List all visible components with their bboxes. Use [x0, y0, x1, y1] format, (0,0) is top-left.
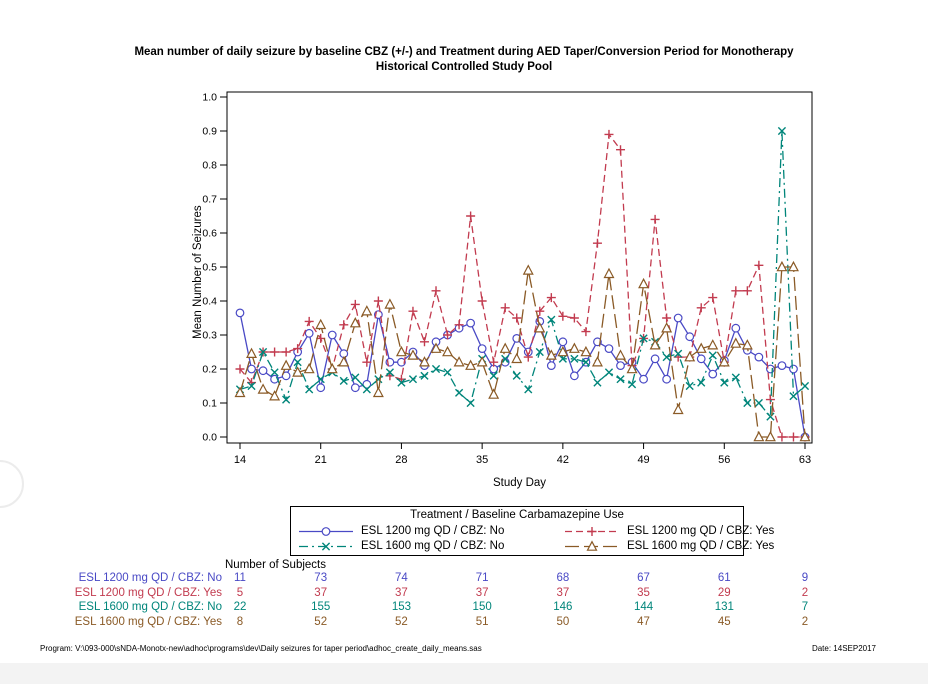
data-point-x: [306, 386, 313, 393]
data-point-triangle: [443, 347, 452, 356]
legend-line-sample: [297, 525, 355, 538]
data-point-x: [513, 372, 520, 379]
subjects-value: 73: [314, 572, 328, 584]
data-point-x: [755, 399, 762, 406]
data-point-circle: [605, 345, 613, 353]
x-tick-label: 35: [476, 454, 489, 466]
series-line: [240, 134, 805, 437]
plot-frame: [227, 92, 812, 443]
data-point-x: [698, 379, 705, 386]
subjects-value: 2: [801, 615, 809, 628]
data-point-plus: [305, 317, 314, 326]
data-point-triangle: [385, 300, 394, 309]
data-point-triangle: [270, 391, 279, 400]
subjects-value: 144: [633, 601, 654, 613]
legend-entry-esl1200-cbz-no: [297, 524, 504, 538]
chart-title-line2: Historical Controlled Study Pool: [375, 61, 553, 73]
viewer-bottom-strip: [0, 663, 928, 684]
data-point-triangle: [362, 306, 371, 315]
data-point-x: [317, 376, 324, 383]
data-point-plus: [616, 145, 625, 154]
data-point-circle: [467, 319, 475, 327]
data-point-triangle: [708, 340, 717, 349]
data-point-circle: [322, 527, 330, 535]
data-point-triangle: [512, 354, 521, 363]
subjects-row-label: ESL 1600 mg QD / CBZ: Yes: [74, 615, 222, 628]
subjects-value: 61: [717, 572, 731, 584]
subjects-value: 153: [391, 601, 412, 613]
data-point-x: [444, 369, 451, 376]
subjects-value: 2: [801, 586, 809, 599]
data-point-triangle: [616, 351, 625, 360]
y-tick-label: 0.9: [202, 125, 217, 138]
data-point-plus: [558, 312, 567, 321]
subjects-value: 7: [801, 601, 809, 613]
x-tick-label: 56: [718, 454, 731, 466]
data-point-circle: [548, 362, 556, 370]
y-tick-label: 0.6: [202, 227, 217, 240]
data-point-plus: [754, 261, 763, 270]
data-point-plus: [581, 327, 590, 336]
legend-label: ESL 1200 mg QD / CBZ: No: [361, 525, 505, 537]
data-point-plus: [593, 239, 602, 248]
data-point-x: [432, 365, 439, 372]
series-line: [240, 313, 805, 437]
data-point-x: [340, 377, 347, 384]
data-point-x: [467, 399, 474, 406]
data-point-x: [721, 379, 728, 386]
legend-line-sample: [563, 540, 621, 553]
subjects-value: 11: [234, 572, 246, 584]
subjects-value: 8: [236, 615, 244, 628]
data-point-triangle: [731, 339, 740, 348]
data-point-triangle: [570, 344, 579, 353]
data-point-circle: [236, 309, 244, 317]
data-point-circle: [571, 372, 579, 380]
data-point-x: [686, 382, 693, 389]
subjects-value: 37: [314, 586, 328, 599]
data-point-plus: [466, 212, 475, 221]
subjects-value: 35: [637, 586, 650, 599]
subjects-table-title: Number of Subjects: [225, 559, 326, 571]
subjects-value: 45: [717, 615, 731, 628]
y-tick-label: 1.0: [202, 91, 217, 104]
data-point-plus: [588, 527, 597, 536]
chart-title-line1: Mean number of daily seizure by baseline CBZ (+/-) and Treatment during AED Taper/Conversion Period for Monotherapy: [134, 46, 794, 58]
data-point-triangle: [305, 364, 314, 373]
legend-entry-esl1600-cbz-yes: [563, 539, 774, 553]
subjects-value: 71: [475, 572, 489, 584]
data-point-circle: [328, 331, 336, 339]
subjects-value: 9: [801, 572, 809, 584]
data-point-circle: [790, 365, 798, 373]
data-point-circle: [478, 345, 486, 353]
data-point-plus: [374, 297, 383, 306]
y-tick-label: 0.0: [202, 431, 217, 444]
data-point-x: [801, 382, 808, 389]
y-tick-label: 0.3: [202, 329, 217, 342]
legend-entry-esl1200-cbz-yes: [563, 524, 774, 538]
subjects-value: 5: [236, 586, 244, 599]
data-point-circle: [317, 384, 325, 392]
x-tick-label: 21: [314, 454, 327, 466]
data-point-x: [744, 399, 751, 406]
data-point-triangle: [639, 279, 648, 288]
y-tick-label: 0.2: [202, 363, 217, 376]
subjects-row-label: ESL 1200 mg QD / CBZ: Yes: [74, 586, 222, 599]
data-point-plus: [351, 300, 360, 309]
data-point-x: [409, 376, 416, 383]
data-point-plus: [339, 320, 348, 329]
legend: [290, 506, 775, 556]
data-point-plus: [270, 348, 279, 357]
series-line: [240, 267, 805, 437]
data-point-triangle: [316, 320, 325, 329]
data-point-x: [709, 352, 716, 359]
data-point-circle: [640, 375, 648, 383]
subjects-value: 155: [311, 601, 331, 613]
subjects-value: 150: [472, 601, 492, 613]
legend-label: ESL 1600 mg QD / CBZ: No: [361, 540, 505, 552]
data-point-circle: [778, 362, 786, 370]
data-point-circle: [709, 370, 717, 378]
data-point-plus: [489, 358, 498, 367]
data-point-x: [352, 374, 359, 381]
legend-title: Treatment / Baseline Carbamazepine Use: [410, 509, 624, 521]
data-point-x: [594, 379, 601, 386]
data-point-plus: [731, 286, 740, 295]
data-point-circle: [674, 314, 682, 322]
subjects-value: 131: [714, 601, 734, 613]
legend-entry-esl1600-cbz-no: [297, 539, 504, 553]
y-axis-title: Mean Number of Seizures: [192, 205, 204, 339]
y-tick-label: 0.1: [202, 397, 217, 410]
data-point-x: [294, 359, 301, 366]
footer-date: Date: 14SEP2017: [811, 644, 876, 653]
data-point-x: [536, 348, 543, 355]
subjects-value: 37: [475, 586, 489, 599]
subjects-row-label: ESL 1200 mg QD / CBZ: No: [78, 572, 222, 584]
subjects-row-label: ESL 1600 mg QD / CBZ: No: [78, 601, 222, 613]
data-point-circle: [663, 375, 671, 383]
data-point-x: [421, 372, 428, 379]
data-point-triangle: [259, 385, 268, 394]
data-point-plus: [501, 303, 510, 312]
y-tick-label: 0.7: [202, 193, 217, 206]
data-point-x: [455, 389, 462, 396]
y-tick-label: 0.8: [202, 159, 217, 172]
data-point-circle: [755, 353, 763, 361]
subjects-value: 68: [556, 572, 570, 584]
subjects-value: 37: [556, 586, 570, 599]
subjects-value: 52: [314, 615, 328, 628]
data-point-x: [663, 354, 670, 361]
data-point-circle: [352, 384, 360, 392]
data-point-triangle: [604, 269, 613, 278]
subjects-value: 50: [556, 615, 570, 628]
data-point-circle: [617, 362, 625, 370]
data-point-plus: [789, 433, 798, 442]
data-point-x: [617, 376, 624, 383]
data-point-triangle: [524, 266, 533, 275]
subjects-value: 47: [637, 615, 650, 628]
data-point-circle: [651, 355, 659, 363]
data-point-plus: [743, 286, 752, 295]
data-point-circle: [686, 333, 694, 341]
x-tick-label: 42: [556, 454, 569, 466]
data-point-triangle: [489, 390, 498, 399]
data-point-x: [605, 369, 612, 376]
x-tick-label: 63: [798, 454, 812, 466]
data-point-triangle: [374, 388, 383, 397]
data-point-triangle: [593, 357, 602, 366]
data-point-x: [283, 396, 290, 403]
data-point-triangle: [674, 405, 683, 414]
data-point-plus: [708, 293, 717, 302]
data-point-plus: [777, 433, 786, 442]
data-point-plus: [651, 215, 660, 224]
subjects-value: 22: [233, 601, 247, 613]
data-point-plus: [282, 348, 291, 357]
x-axis-title: Study Day: [492, 477, 547, 489]
series-line: [240, 131, 805, 417]
data-point-triangle: [397, 347, 406, 356]
data-point-circle: [305, 330, 313, 338]
subjects-value: 52: [395, 615, 408, 628]
data-point-circle: [248, 365, 256, 373]
subjects-value: 74: [395, 572, 408, 584]
legend-label: ESL 1600 mg QD / CBZ: Yes: [627, 540, 775, 552]
data-point-circle: [697, 355, 705, 363]
data-point-circle: [732, 324, 740, 332]
data-point-plus: [420, 337, 429, 346]
data-point-plus: [478, 297, 487, 306]
legend-label: ESL 1200 mg QD / CBZ: Yes: [627, 525, 775, 537]
data-point-triangle: [501, 344, 510, 353]
data-point-triangle: [282, 361, 291, 370]
subjects-value: 37: [395, 586, 408, 599]
data-point-circle: [559, 338, 567, 346]
legend-line-sample: [563, 525, 621, 538]
x-tick-label: 28: [395, 454, 408, 466]
data-point-plus: [432, 286, 441, 295]
data-point-plus: [662, 314, 671, 323]
data-point-circle: [259, 367, 267, 375]
footer-program-path: Program: V:\093-000\sNDA-Monotx-new\adhoc\programs\dev\Daily seizures for taper period\adhoc_create_daily_means.sas: [40, 644, 482, 653]
data-point-x: [790, 393, 797, 400]
x-tick-label: 14: [233, 454, 247, 466]
data-point-plus: [408, 307, 417, 316]
data-point-x: [525, 386, 532, 393]
legend-line-sample: [297, 540, 355, 553]
data-point-plus: [604, 130, 613, 139]
subjects-value: 146: [553, 601, 573, 613]
subjects-value: 29: [717, 586, 731, 599]
y-tick-label: 0.5: [202, 261, 217, 274]
data-point-x: [732, 374, 739, 381]
x-tick-label: 49: [637, 454, 650, 466]
data-point-x: [548, 316, 555, 323]
subjects-value: 67: [637, 572, 650, 584]
subjects-value: 51: [475, 615, 489, 628]
y-tick-label: 0.4: [202, 295, 217, 308]
data-point-triangle: [535, 323, 544, 332]
